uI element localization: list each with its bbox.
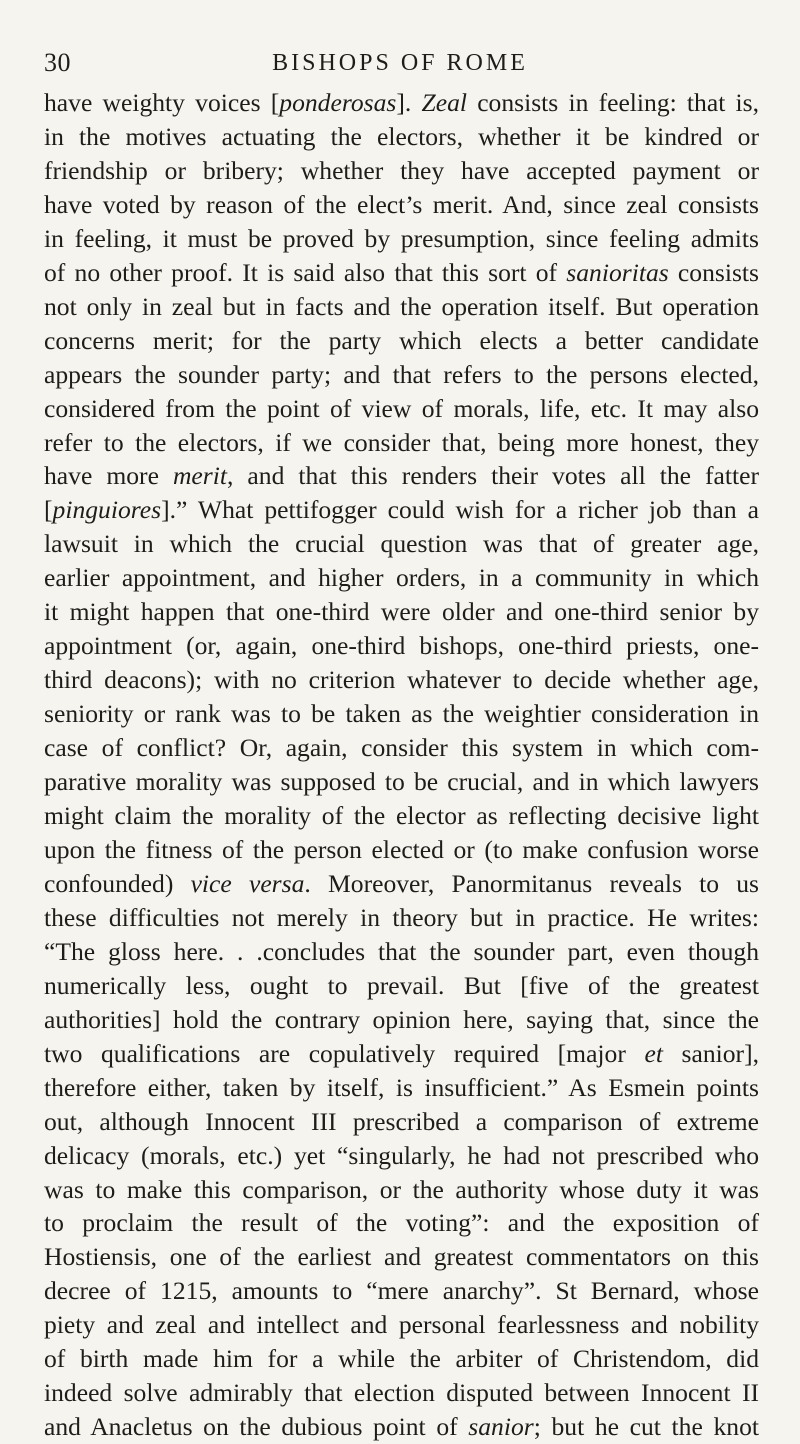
text-line bbox=[44, 561, 759, 595]
running-title: BISHOPS OF ROME bbox=[272, 50, 528, 76]
italic-text: sanior bbox=[468, 1412, 534, 1442]
italic-text: sanioritas bbox=[566, 257, 669, 287]
text-segment: have voted by reason of the elect’s merit. And, since zeal consists bbox=[44, 189, 759, 219]
text-segment: ]. bbox=[396, 88, 422, 117]
text-segment: of no other proof. It is said also that this sort of bbox=[44, 257, 567, 287]
text-segment: sanior], bbox=[662, 1038, 759, 1068]
page-number: 30 bbox=[44, 48, 71, 77]
text-line bbox=[44, 222, 759, 256]
text-line bbox=[44, 969, 759, 1003]
text-line bbox=[44, 1173, 759, 1207]
italic-text: et bbox=[644, 1038, 663, 1068]
text-segment: upon the fitness of the person elected or (to make confusion worse bbox=[44, 834, 759, 864]
text-line bbox=[44, 1274, 759, 1308]
text-segment: “The gloss here. . .concludes that the sounder part, even though bbox=[44, 936, 759, 966]
text-segment: in feeling, it must be proved by presumption, since feeling admits bbox=[44, 223, 759, 253]
text-line bbox=[44, 765, 759, 799]
text-segment: decree of 1215, amounts to “mere anarchy”. St Bernard, whose bbox=[44, 1276, 759, 1306]
text-segment: therefore either, taken by itself, is insufficient.” As Esmein points bbox=[44, 1072, 759, 1102]
text-segment: numerically less, ought to prevail. But [five of the greatest bbox=[44, 970, 759, 1000]
text-segment: considered from the point of view of morals, life, etc. It may also bbox=[44, 393, 759, 423]
text-segment: and Anacletus on the dubious point of bbox=[44, 1412, 469, 1442]
text-line bbox=[44, 731, 759, 765]
text-line bbox=[44, 392, 759, 426]
text-line bbox=[44, 1376, 759, 1410]
text-line bbox=[44, 595, 759, 629]
text-line bbox=[44, 154, 759, 188]
text-segment: in the motives actuating the electors, whether it be kindred or bbox=[44, 121, 759, 151]
italic-text: merit bbox=[172, 461, 227, 491]
text-line bbox=[44, 1071, 759, 1105]
text-segment: appointment (or, again, one-third bishops, one-third priests, one- bbox=[44, 631, 759, 661]
italic-text: Zeal bbox=[421, 88, 467, 117]
text-segment: [ bbox=[44, 495, 53, 525]
text-segment: delicacy (morals, etc.) yet “singularly, he had not prescribed who bbox=[44, 1140, 759, 1170]
text-segment: two qualifications are copulatively required [major bbox=[44, 1038, 645, 1068]
text-line bbox=[44, 1037, 759, 1071]
text-segment: , and that this renders their votes all the fatter bbox=[226, 461, 759, 491]
text-segment: have weighty voices [ bbox=[44, 88, 280, 117]
text-line bbox=[44, 1342, 759, 1376]
text-line bbox=[44, 1308, 759, 1342]
text-line bbox=[44, 324, 759, 358]
text-segment: have more bbox=[44, 461, 173, 491]
text-segment: indeed solve admirably that election disputed between Innocent II bbox=[44, 1378, 759, 1408]
text-line bbox=[44, 188, 759, 222]
text-segment: these difficulties not merely in theory but in practice. He writes: bbox=[44, 902, 759, 932]
text-segment: not only in zeal but in facts and the operation itself. But operation bbox=[44, 291, 759, 321]
text-line bbox=[44, 1410, 759, 1444]
text-line bbox=[44, 833, 759, 867]
text-segment: consists in feeling: that is, bbox=[467, 88, 759, 117]
italic-text: vice versa bbox=[190, 868, 305, 898]
text-line bbox=[44, 1240, 759, 1274]
text-segment: Hostiensis, one of the earliest and greatest commentators on this bbox=[44, 1242, 759, 1272]
text-line bbox=[44, 799, 759, 833]
text-segment: concerns merit; for the party which elects a better candidate bbox=[44, 325, 759, 355]
text-segment: . Moreover, Panormitanus reveals to us bbox=[304, 868, 759, 898]
text-segment: ; but he cut the knot bbox=[533, 1412, 759, 1442]
text-line bbox=[44, 1206, 759, 1240]
text-line bbox=[44, 493, 759, 527]
text-line bbox=[44, 120, 759, 154]
text-segment: to proclaim the result of the voting”: and the exposition of bbox=[44, 1208, 759, 1238]
text-segment: authorities] hold the contrary opinion here, saying that, since the bbox=[44, 1004, 759, 1034]
text-segment: seniority or rank was to be taken as the weightier consideration in bbox=[44, 699, 759, 729]
text-segment: case of conflict? Or, again, consider this system in which com- bbox=[44, 733, 759, 763]
text-line bbox=[44, 358, 759, 392]
text-segment: refer to the electors, if we consider that, being more honest, they bbox=[44, 427, 759, 457]
text-segment: piety and zeal and intellect and personal fearlessness and nobility bbox=[44, 1310, 759, 1340]
text-line bbox=[44, 256, 759, 290]
text-segment: it might happen that one-third were older and one-third senior by bbox=[44, 597, 759, 627]
text-segment: might claim the morality of the elector as reflecting decisive light bbox=[44, 801, 759, 831]
text-line bbox=[44, 867, 759, 901]
italic-text: ponderosas bbox=[279, 88, 397, 117]
text-segment: parative morality was supposed to be crucial, and in which lawyers bbox=[44, 767, 759, 797]
text-segment: earlier appointment, and higher orders, in a community in which bbox=[44, 563, 759, 593]
text-segment: ].” What pettifogger could wish for a richer job than a bbox=[161, 495, 759, 525]
body-text bbox=[44, 86, 759, 1444]
text-line bbox=[44, 459, 759, 493]
text-segment: confounded) bbox=[44, 868, 191, 898]
text-line bbox=[44, 86, 759, 120]
text-segment: friendship or bribery; whether they have accepted payment or bbox=[44, 155, 759, 185]
text-segment: of birth made him for a while the arbiter of Christendom, did bbox=[44, 1344, 759, 1374]
text-line bbox=[44, 1139, 759, 1173]
text-segment: consists bbox=[668, 257, 759, 287]
text-line bbox=[44, 1105, 759, 1139]
text-line bbox=[44, 1003, 759, 1037]
text-line bbox=[44, 935, 759, 969]
text-segment: appears the sounder party; and that refers to the persons elected, bbox=[44, 359, 759, 389]
text-segment: out, although Innocent III prescribed a comparison of extreme bbox=[44, 1106, 759, 1136]
text-line bbox=[44, 901, 759, 935]
text-line bbox=[44, 629, 759, 663]
text-segment: was to make this comparison, or the authority whose duty it was bbox=[44, 1174, 759, 1204]
text-line bbox=[44, 663, 759, 697]
text-segment: lawsuit in which the crucial question was that of greater age, bbox=[44, 529, 759, 559]
text-line bbox=[44, 426, 759, 460]
running-head bbox=[44, 44, 756, 82]
text-segment: third deacons); with no criterion whatever to decide whether age, bbox=[44, 665, 759, 695]
text-line bbox=[44, 527, 759, 561]
text-line bbox=[44, 290, 759, 324]
text-line bbox=[44, 697, 759, 731]
italic-text: pinguiores bbox=[52, 495, 162, 525]
